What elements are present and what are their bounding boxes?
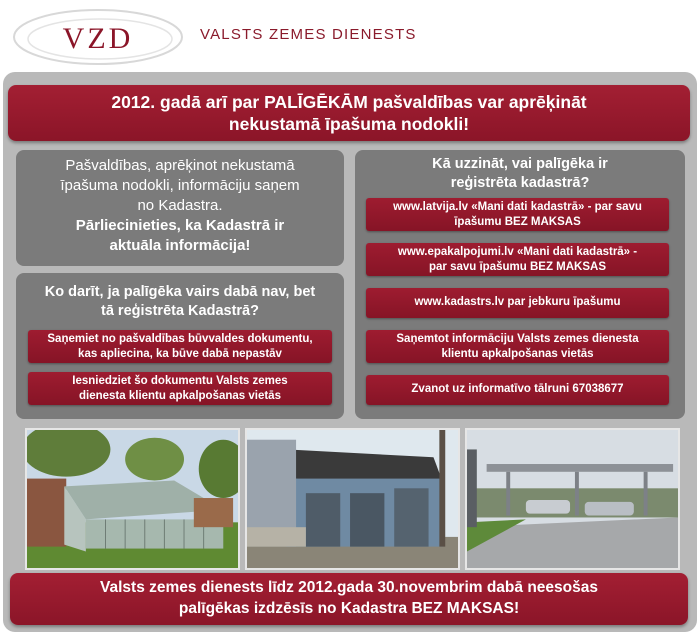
step-item: Iesniedziet šo dokumentu Valsts zemes dienesta klientu apkalpošanas vietās <box>28 372 332 405</box>
option-item-kadastrs[interactable]: www.kadastrs.lv par jebkuru īpašumu <box>366 288 669 318</box>
info-line3: no Kadastra. <box>137 197 223 214</box>
photo-shed <box>245 428 460 570</box>
top-banner-line1: 2012. gadā arī par PALĪGĒKĀM pašvaldības var aprēķināt <box>111 92 587 112</box>
header <box>0 0 700 72</box>
info-text <box>16 156 344 256</box>
bottom-banner-line2: palīgēkas izdzēsīs no Kadastra BEZ MAKSAS! <box>178 600 520 617</box>
info-bold1: Pārliecinieties, ka Kadastrā ir <box>75 217 285 234</box>
what-to-do-heading: Ko darīt, ja palīgēka vairs dabā nav, bet tā reģistrēta Kadastrā? <box>44 284 316 319</box>
step-item: Saņemiet no pašvaldības būvvaldes dokumentu, kas apliecina, ka būve dabā nepastāv <box>28 330 332 363</box>
org-name: VALSTS ZEMES DIENESTS <box>200 26 417 43</box>
info-line2: īpašuma nodokli, informāciju saņem <box>60 177 300 194</box>
top-banner <box>8 85 690 141</box>
option-item-latvija[interactable]: www.latvija.lv «Mani dati kadastrā» - par savu īpašumu BEZ MAKSAS <box>366 198 669 231</box>
bottom-banner-line1: Valsts zemes dienests līdz 2012.gada 30.novembrim dabā neesošas <box>100 579 598 596</box>
info-bold2: aktuāla informācija! <box>109 237 251 254</box>
top-banner-line2: nekustamā īpašuma nodokli! <box>228 114 470 134</box>
how-to-check-heading: Kā uzzināt, vai palīgēka ir reģistrēta kadastrā? <box>432 156 608 191</box>
option-item-client-service: Saņemtot informāciju Valsts zemes dienesta klientu apkalpošanas vietās <box>366 330 669 363</box>
photo-carport <box>465 428 680 570</box>
option-item-phone: Zvanot uz informatīvo tālruni 67038677 <box>366 375 669 405</box>
info-line1: Pašvaldības, aprēķinot nekustamā <box>65 157 295 174</box>
option-item-epakalpojumi[interactable]: www.epakalpojumi.lv «Mani dati kadastrā» - par savu īpašumu BEZ MAKSAS <box>366 243 669 276</box>
photo-greenhouse <box>25 428 240 570</box>
bottom-banner <box>10 573 688 625</box>
vzd-logo <box>12 8 184 66</box>
logo-text: VZD <box>62 22 134 55</box>
